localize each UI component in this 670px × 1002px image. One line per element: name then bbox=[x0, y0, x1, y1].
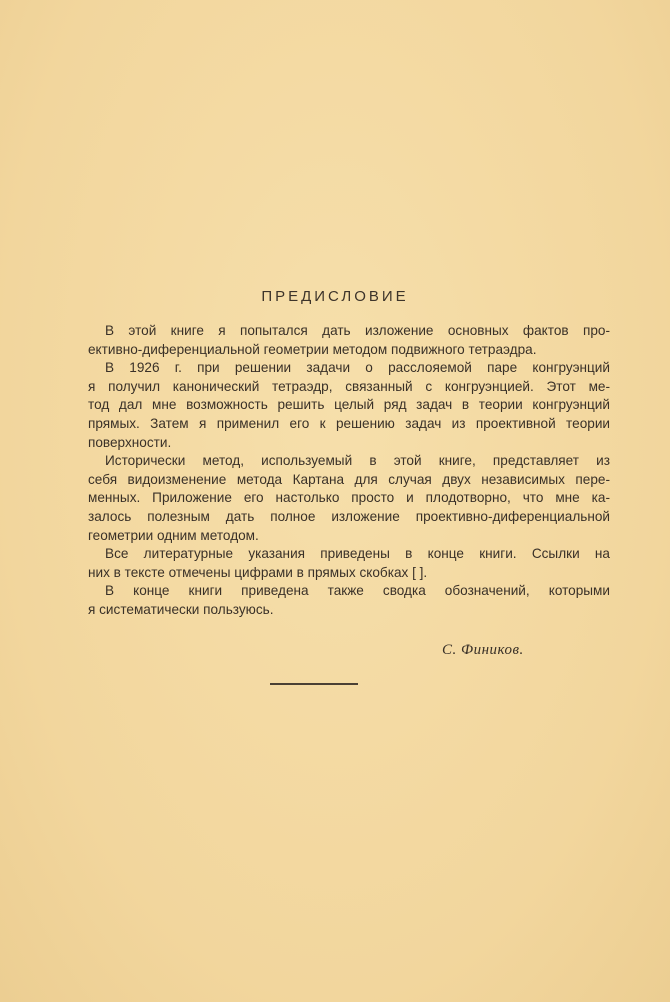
page-title: ПРЕДИСЛОВИЕ bbox=[261, 288, 409, 305]
text-line: В конце книги приведена также сводка обозначений, которыми bbox=[105, 583, 610, 599]
text-line: менных. Приложение его настолько просто и плодотворно, что мне ка- bbox=[88, 490, 610, 506]
text-line: В этой книге я попытался дать изложение основных фактов про- bbox=[105, 323, 610, 338]
divider-rule bbox=[270, 683, 358, 685]
text-line: прямых. Затем я применил его к решению задач из проективной теории bbox=[88, 415, 610, 431]
preface-text bbox=[88, 322, 610, 620]
text-line: тод дал мне возможность решить целый ряд задач в теории конгруэнций bbox=[88, 397, 610, 413]
text-line: Все литературные указания приведены в конце книги. Ссылки на bbox=[105, 546, 610, 562]
text-line: Исторически метод, используемый в этой книге, представляет из bbox=[105, 453, 610, 469]
author-signature: С. Фиников. bbox=[442, 642, 524, 658]
text-line: них в тексте отмечены цифрами в прямых скобках [ ]. bbox=[88, 564, 428, 580]
text-line: я получил канонический тетраэдр, связанный с конгруэнцией. Этот ме- bbox=[88, 378, 610, 394]
text-line: ективно-диференциальной геометрии методом подвижного тетраэдра. bbox=[88, 341, 537, 357]
text-line: залось полезным дать полное изложение проективно-диференциальной bbox=[88, 508, 610, 524]
text-line: В 1926 г. при решении задачи о расслояемой паре конгруэнций bbox=[105, 360, 610, 376]
text-line: себя видоизменение метода Картана для случая двух независимых пере- bbox=[88, 471, 610, 487]
text-line: я систематически пользуюсь. bbox=[88, 601, 274, 617]
text-line: поверхности. bbox=[88, 434, 172, 450]
text-line: геометрии одним методом. bbox=[88, 527, 259, 543]
